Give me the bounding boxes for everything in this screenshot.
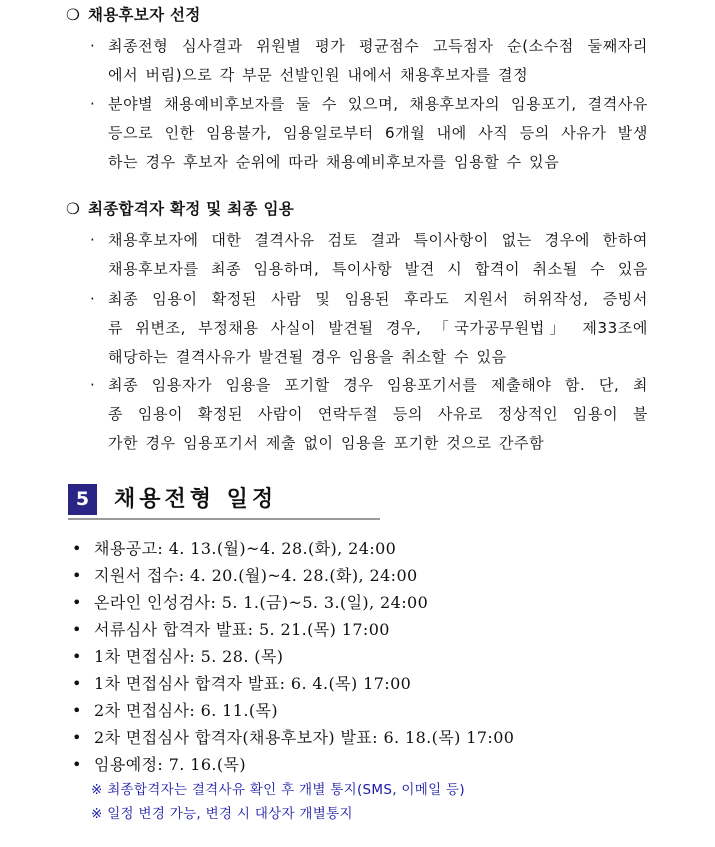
- bullet-icon: ·: [90, 376, 95, 394]
- bullet-icon: •: [72, 674, 82, 693]
- item-line: 종 임용이 확정된 사람이 연락두절 등의 사유로 정상적인 임용이 불: [108, 405, 648, 423]
- schedule-text: 서류심사 합격자 발표: 5. 21.(목) 17:00: [94, 620, 390, 639]
- list-item: [90, 90, 648, 177]
- schedule-text: 임용예정: 7. 16.(목): [94, 755, 247, 774]
- item-line: 에서 버림)으로 각 부문 선발인원 내에서 채용후보자를 결정: [108, 66, 529, 84]
- bullet-icon: •: [72, 539, 82, 558]
- schedule-item: [72, 589, 632, 616]
- schedule-item: [72, 670, 632, 697]
- item-line: 최종전형 심사결과 위원별 평가 평균점수 고득점자 순(소수점 둘째자리: [108, 37, 648, 55]
- bullet-icon: •: [72, 755, 82, 774]
- section-title: 채용후보자 선정: [88, 6, 201, 24]
- bullet-icon: •: [72, 566, 82, 585]
- item-line: 최종 임용이 확정된 사람 및 임용된 후라도 지원서 허위작성, 증빙서: [108, 290, 648, 308]
- item-line: 등으로 인한 임용불가, 임용일로부터 6개월 내에 사직 등의 사유가 발생: [108, 124, 648, 142]
- schedule-list: [72, 535, 632, 778]
- bullet-icon: ·: [90, 37, 95, 55]
- schedule-item: [72, 616, 632, 643]
- item-line: 채용후보자에 대한 결격사유 검토 결과 특이사항이 없는 경우에 한하여: [108, 231, 648, 249]
- schedule-item: [72, 562, 632, 589]
- schedule-text: 1차 면접심사: 5. 28. (목): [94, 647, 284, 666]
- item-line: 류 위변조, 부정채용 사실이 발견될 경우, 「국가공무원법」 제33조에: [108, 319, 648, 337]
- bullet-icon: •: [72, 701, 82, 720]
- item-line: 분야별 채용예비후보자를 둘 수 있으며, 채용후보자의 임용포기, 결격사유: [108, 95, 648, 113]
- note-schedule-change: ※ 일정 변경 가능, 변경 시 대상자 개별통지: [91, 806, 353, 822]
- bullet-icon: ·: [90, 231, 95, 249]
- schedule-item: [72, 724, 632, 751]
- section-heading-candidate-selection: [66, 3, 201, 25]
- bullet-icon: •: [72, 728, 82, 747]
- item-line: 가한 경우 임용포기서 제출 없이 임용을 포기한 것으로 간주함: [108, 434, 545, 452]
- bullet-icon: •: [72, 593, 82, 612]
- bullet-icon: ·: [90, 290, 95, 308]
- item-line: 해당하는 결격사유가 발견될 경우 임용을 취소할 수 있음: [108, 348, 507, 366]
- schedule-item: [72, 535, 632, 562]
- list-item: [90, 371, 648, 458]
- schedule-text: 1차 면접심사 합격자 발표: 6. 4.(목) 17:00: [94, 674, 412, 693]
- schedule-text: 채용공고: 4. 13.(월)~4. 28.(화), 24:00: [94, 539, 397, 558]
- section-number-badge: 5: [68, 484, 97, 515]
- schedule-heading: [68, 484, 380, 520]
- schedule-item: [72, 643, 632, 670]
- item-line: 최종 임용자가 임용을 포기할 경우 임용포기서를 제출해야 함. 단, 최: [108, 376, 648, 394]
- bullet-icon: •: [72, 620, 82, 639]
- schedule-text: 2차 면접심사: 6. 11.(목): [94, 701, 278, 720]
- schedule-text: 지원서 접수: 4. 20.(월)~4. 28.(화), 24:00: [94, 566, 418, 585]
- schedule-text: 온라인 인성검사: 5. 1.(금)~5. 3.(일), 24:00: [94, 593, 429, 612]
- list-item: [90, 32, 648, 90]
- list-item: [90, 226, 648, 284]
- circle-marker-icon: ❍: [66, 6, 81, 24]
- schedule-text: 2차 면접심사 합격자(채용후보자) 발표: 6. 18.(목) 17:00: [94, 728, 515, 747]
- section-title: 최종합격자 확정 및 최종 임용: [88, 200, 295, 218]
- list-item: [90, 285, 648, 372]
- bullet-icon: ·: [90, 95, 95, 113]
- item-line: 하는 경우 후보자 순위에 따라 채용예비후보자를 임용할 수 있음: [108, 153, 560, 171]
- section-heading-final-appointment: [66, 197, 294, 219]
- item-line: 채용후보자를 최종 임용하며, 특이사항 발견 시 합격이 취소될 수 있음: [108, 260, 648, 278]
- schedule-title: 채용전형 일정: [114, 487, 278, 512]
- schedule-item: [72, 697, 632, 724]
- circle-marker-icon: ❍: [66, 200, 81, 218]
- note-final-notification: ※ 최종합격자는 결격사유 확인 후 개별 통지(SMS, 이메일 등): [91, 782, 465, 798]
- schedule-item: [72, 751, 632, 778]
- bullet-icon: •: [72, 647, 82, 666]
